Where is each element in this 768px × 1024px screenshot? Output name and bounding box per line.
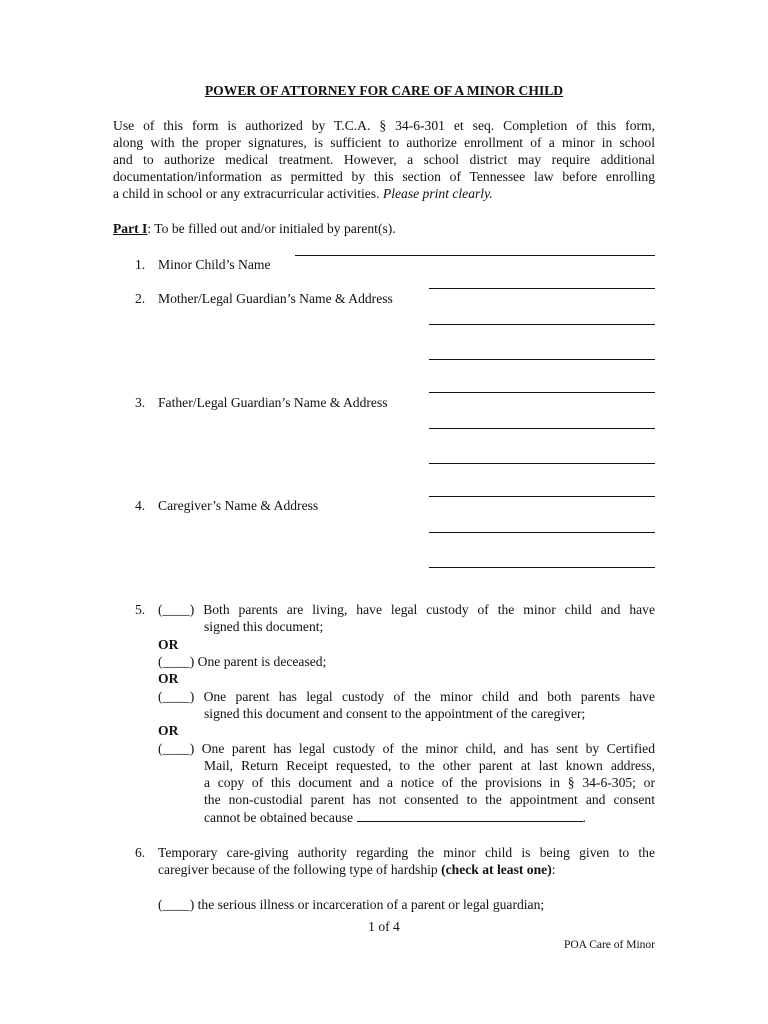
item-number: 5. [135, 602, 146, 617]
or-separator: OR [158, 723, 179, 738]
father-address-line-3[interactable] [429, 463, 655, 464]
caregiver-name-address-label: Caregiver’s Name & Address [158, 498, 319, 513]
hardship-section: Temporary care-giving authority regarding the minor child is being given to the caregiver because of the following type of hardship (check at least one): [158, 845, 655, 877]
or-separator: OR [158, 671, 179, 686]
item-number: 3. [135, 395, 146, 410]
initial-blank[interactable]: (____) [158, 602, 195, 617]
reason-field[interactable] [357, 808, 583, 822]
page-number: 1 of 4 [368, 919, 400, 934]
father-address-line-2[interactable] [429, 428, 655, 429]
part-one-heading [113, 220, 396, 237]
initial-blank[interactable]: (____) [158, 654, 195, 669]
item-number: 2. [135, 291, 146, 306]
item-number: 4. [135, 498, 146, 513]
intro-line: along with the proper signatures, is sufficient to authorize enrollment of a minor in school [113, 135, 655, 150]
custody-option-deceased[interactable]: (____) One parent is deceased; [158, 654, 327, 669]
part-one-text: : To be filled out and/or initialed by parent(s). [147, 221, 396, 236]
initial-blank[interactable]: (____) [158, 741, 195, 756]
item-number: 1. [135, 257, 146, 272]
father-name-address-field[interactable] [429, 392, 655, 393]
check-at-least-one-note: (check at least one) [441, 862, 552, 877]
caregiver-address-line-3[interactable] [429, 567, 655, 568]
custody-option-one-parent-both-signed[interactable]: (____) One parent has legal custody of the minor child and both parents have signed this document and consent to the appointment of the caregiver; [158, 689, 655, 721]
document-title: POWER OF ATTORNEY FOR CARE OF A MINOR CHILD [204, 83, 564, 98]
mother-address-line-2[interactable] [429, 324, 655, 325]
mother-name-address-field[interactable] [429, 288, 655, 289]
item-number: 6. [135, 845, 146, 860]
intro-line: documentation/information as permitted by this section of Tennessee law before enrolling [113, 169, 655, 184]
mother-address-line-3[interactable] [429, 359, 655, 360]
intro-paragraph [113, 117, 655, 202]
initial-blank[interactable]: (____) [158, 897, 195, 912]
print-clearly-note: Please print clearly. [382, 186, 493, 201]
or-separator: OR [158, 637, 179, 652]
minor-child-name-field[interactable] [295, 255, 655, 256]
initial-blank[interactable]: (____) [158, 689, 195, 704]
caregiver-name-address-field[interactable] [429, 496, 655, 497]
custody-option-certified-mail[interactable]: (____) One parent has legal custody of the minor child, and has sent by Certified Mail, Return Receipt requested, to the other parent at last known address, a copy of this document and a notice of the provisions in § 34-6-305; or the non-custodial parent has not consented to the appointment and consent cannot be obtained because . [158, 741, 655, 825]
minor-child-name-label: Minor Child’s Name [158, 257, 271, 272]
caregiver-address-line-2[interactable] [429, 532, 655, 533]
mother-name-address-label: Mother/Legal Guardian’s Name & Address [158, 291, 393, 306]
father-name-address-label: Father/Legal Guardian’s Name & Address [158, 395, 388, 410]
hardship-option-illness[interactable]: (____) the serious illness or incarceration of a parent or legal guardian; [158, 897, 545, 912]
intro-line: Use of this form is authorized by T.C.A. § 34-6-301 et seq. Completion of this form, [113, 118, 655, 133]
custody-option-both-parents[interactable]: (____) Both parents are living, have legal custody of the minor child and have signed this document; [158, 602, 655, 634]
intro-line: a child in school or any extracurricular activities. Please print clearly. [113, 186, 493, 201]
footer-document-name: POA Care of Minor [563, 939, 655, 951]
intro-line: and to authorize medical treatment. However, a school district may require additional [113, 152, 655, 167]
part-one-label: Part I [113, 221, 148, 236]
